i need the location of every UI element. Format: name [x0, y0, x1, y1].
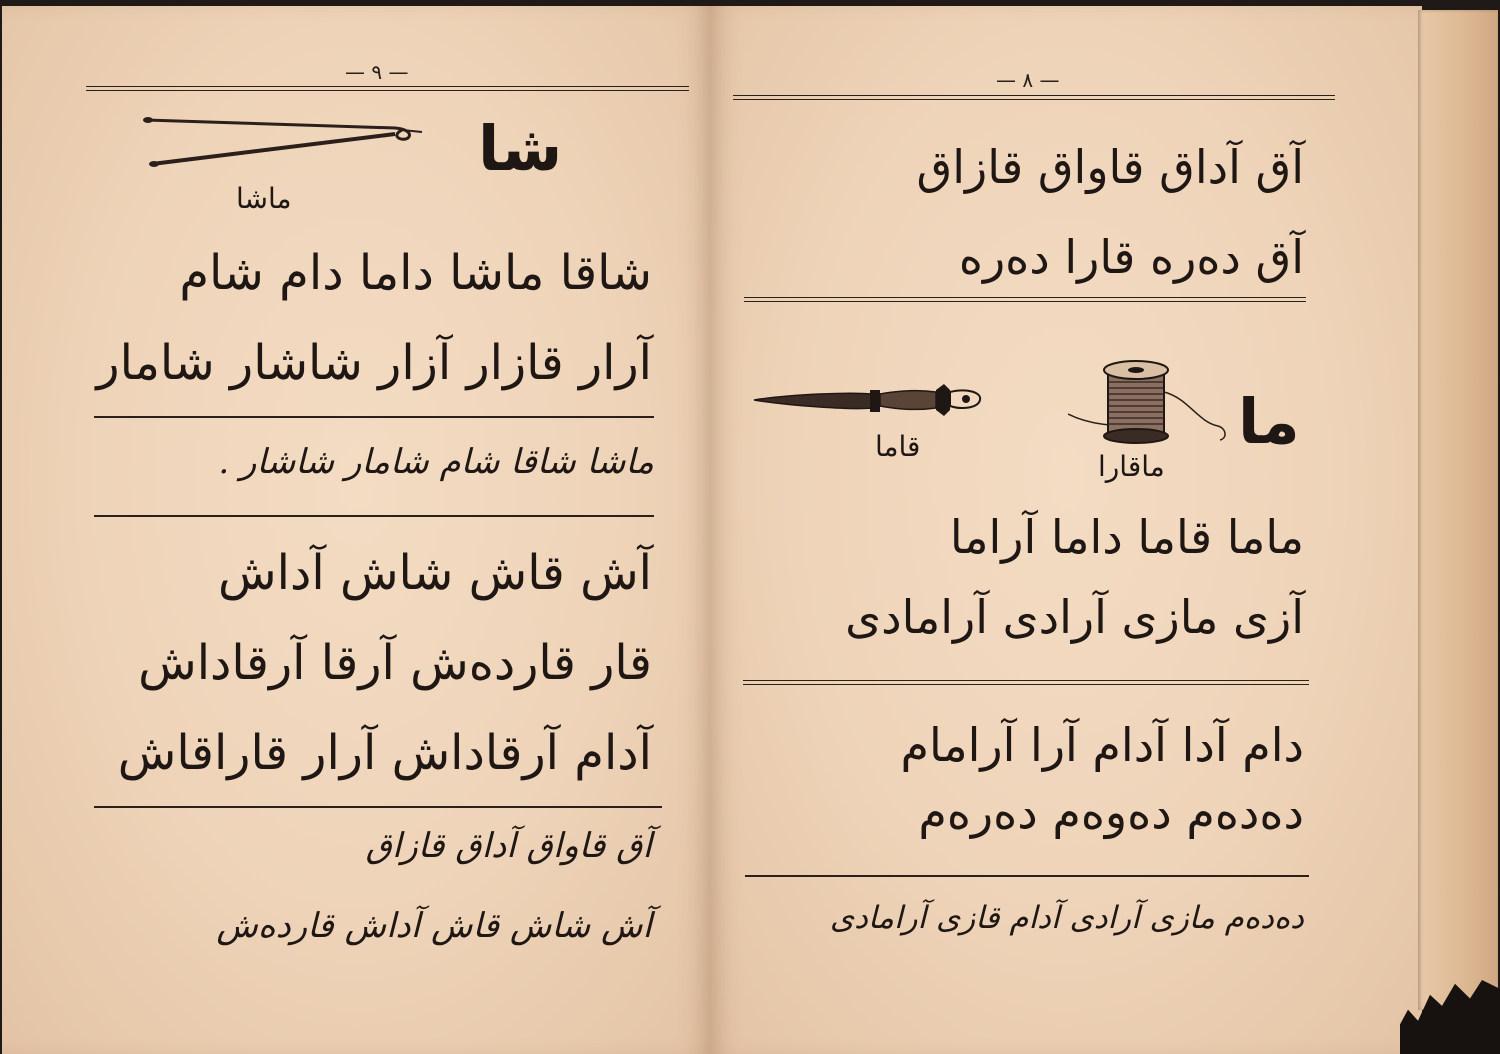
dagger-illustration	[752, 376, 987, 420]
left-line-4: قار قاردەش آرقا آرقاداش	[138, 635, 652, 691]
spool-illustration	[1068, 352, 1230, 444]
left-syllable-heading: شا	[478, 112, 563, 185]
left-handwritten-line-2: آق قاواق آداق قازاق	[365, 826, 652, 866]
right-line-3: ماما قاما داما آراما	[949, 510, 1304, 564]
right-header-rule	[733, 95, 1335, 100]
left-line-1: شاقا ماشا داما دام شام	[179, 245, 652, 301]
left-rule-3	[94, 806, 662, 808]
right-page-number: — ۸ —	[996, 68, 1060, 92]
left-line-5: آدام آرقاداش آرار قاراقاش	[117, 725, 652, 781]
spool-caption: ماقارا	[1098, 450, 1165, 483]
left-handwritten-line-1: ماشا شاقا شام شامار شاشار .	[218, 442, 654, 482]
right-line-6: دەدەم دەوەم دەرەم	[918, 785, 1304, 839]
dagger-caption: قاما	[875, 430, 921, 463]
tongs-caption: ماشا	[236, 182, 292, 215]
left-line-2: آرار قازار آزار شاشار شامار	[96, 335, 652, 391]
right-line-1: آق آداق قاواق قازاق	[916, 140, 1304, 194]
tongs-illustration	[140, 112, 425, 172]
right-line-4: آزی مازی آرادی آرامادی	[845, 590, 1304, 644]
right-rule-3	[745, 875, 1309, 877]
left-line-3: آش قاش شاش آداش	[218, 545, 652, 601]
right-syllable-heading: ما	[1238, 385, 1300, 458]
right-rule-1	[744, 297, 1306, 302]
right-line-2: آق دەرە قارا دەرە	[958, 230, 1304, 284]
page-edges	[1418, 10, 1498, 1010]
left-header-rule	[86, 86, 689, 91]
left-rule-2	[94, 515, 654, 517]
right-handwritten-line: دەدەم مازی آرادی آدام قازی آرامادی	[829, 900, 1304, 936]
left-page-number: — ۹ —	[345, 60, 409, 84]
right-line-5: دام آدا آدام آرا آرامام	[900, 718, 1304, 772]
left-handwritten-line-3: آش شاش قاش آداش قاردەش	[216, 906, 652, 946]
right-rule-2	[743, 680, 1309, 685]
left-rule-1	[94, 416, 654, 418]
